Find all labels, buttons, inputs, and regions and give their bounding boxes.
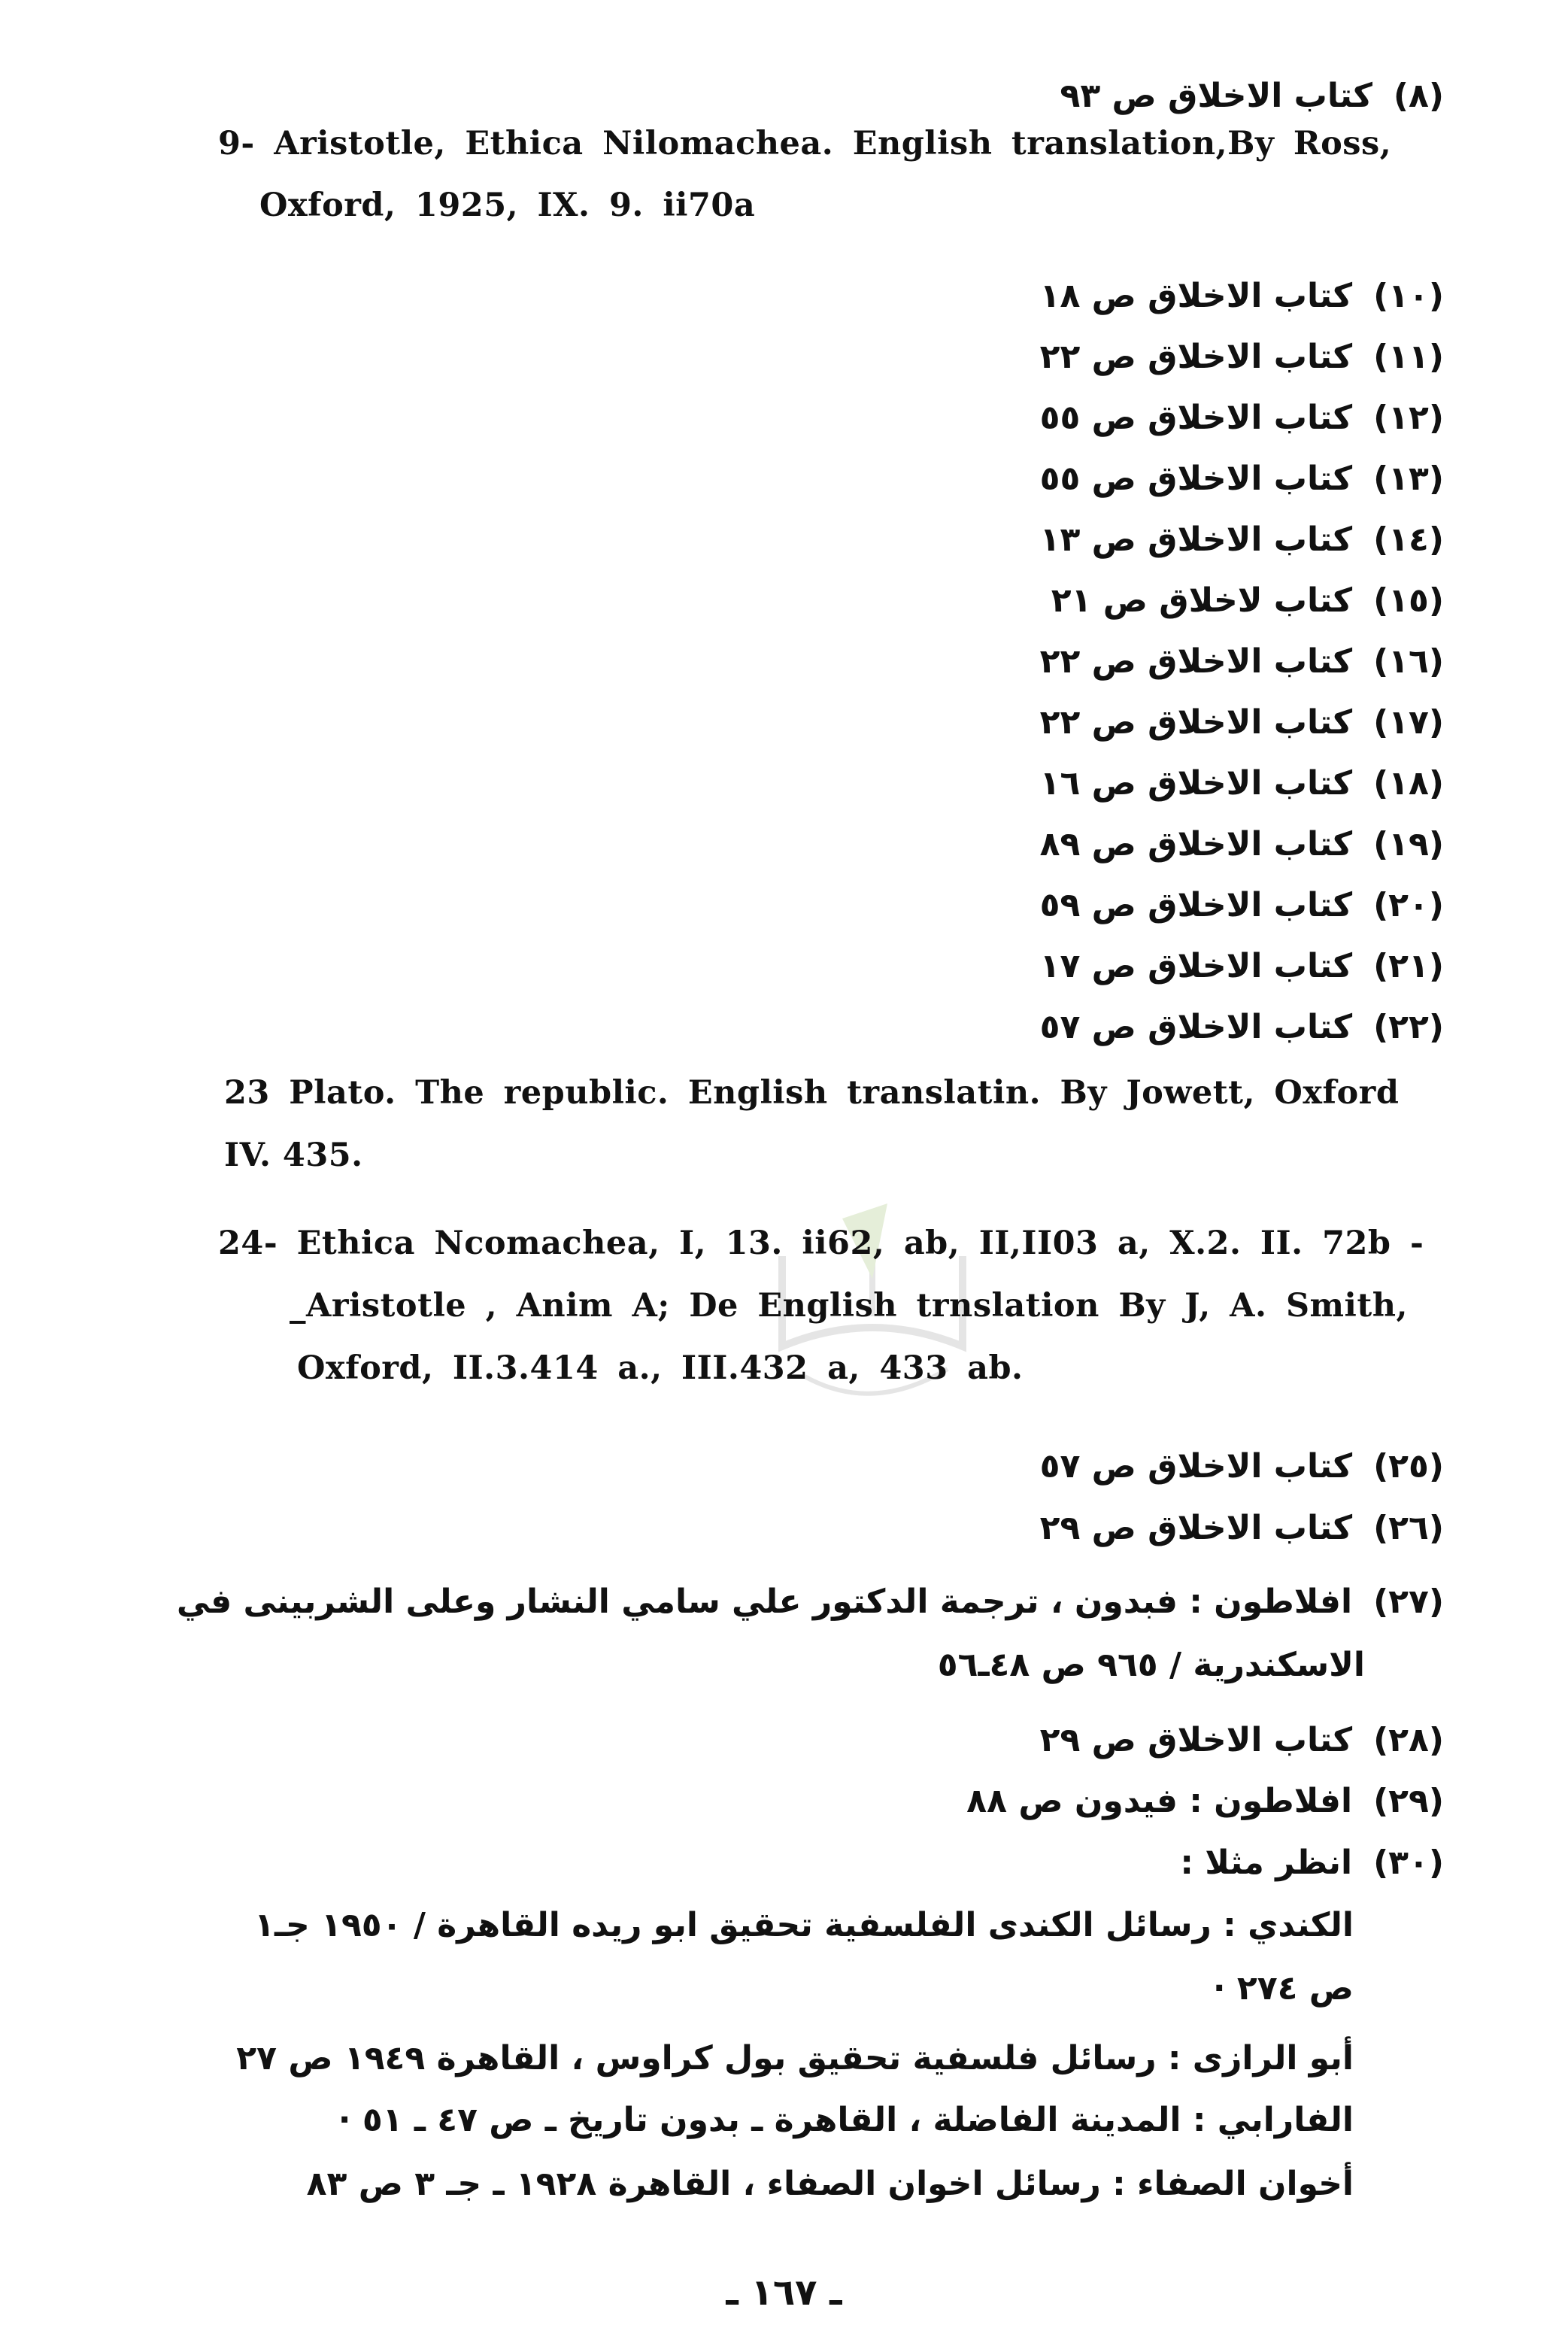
footnote-text: كتاب الاخلاق ص ٥٧ xyxy=(1039,1008,1353,1046)
footnote-30 xyxy=(1180,1844,1444,1882)
footnote-23-line2: IV. 435. xyxy=(224,1137,363,1174)
footnote-text: انظر مثلا : xyxy=(1180,1844,1353,1882)
footnote-text: كتاب الاخلاق ص ٢٢ xyxy=(1039,642,1353,681)
footnote-number: (٢١) xyxy=(1373,947,1444,985)
footnote-11 xyxy=(1039,338,1444,376)
footnote-number: (٢٦) xyxy=(1373,1509,1444,1547)
footnote-9-line1: 9- Aristotle, Ethica Nilomachea. English translation,By Ross, xyxy=(218,125,1392,162)
footnote-text: كتاب الاخلاق ص ٢٢ xyxy=(1039,703,1353,742)
footnote-text: كتاب الاخلاق ص ٢٢ xyxy=(1039,338,1353,376)
page-number: ـ ١٦٧ ـ xyxy=(726,2272,842,2314)
footnote-text: كتاب الاخلاق ص ٥٥ xyxy=(1039,460,1353,498)
footnote-number: (١٥) xyxy=(1373,581,1444,620)
footnote-number: (١١) xyxy=(1373,338,1444,376)
footnote-17 xyxy=(1039,703,1444,742)
footnote-number: (١٢) xyxy=(1373,399,1444,437)
footnote-24-line3: Oxford, II.3.414 a., III.432 a, 433 ab. xyxy=(297,1349,1024,1387)
footnote-27-line1 xyxy=(176,1583,1444,1621)
footnote-number: (١٧) xyxy=(1373,703,1444,742)
footnote-text: كتاب لاخلاق ص ٢١ xyxy=(1051,581,1353,620)
footnote-text: كتاب الاخلاق ص ٥٩ xyxy=(1039,886,1353,924)
footnote-text: كتاب الاخلاق ص ١٦ xyxy=(1039,764,1353,803)
ref-kindi-line1: الكندي : رسائل الكندى الفلسفية تحقيق ابو ريده القاهرة / ١٩٥٠ جـ١ xyxy=(254,1906,1354,1944)
footnote-number: (١٨) xyxy=(1373,764,1444,803)
footnote-number: (١٣) xyxy=(1373,460,1444,498)
ref-razi: أبو الرازى : رسائل فلسفية تحقيق بول كراوس ، القاهرة ١٩٤٩ ص ٢٧ xyxy=(236,2039,1354,2077)
footnote-text: كتاب الاخلاق ص ٥٥ xyxy=(1039,399,1353,437)
footnote-text: كتاب الاخلاق ص ١٨ xyxy=(1039,277,1353,315)
footnote-number: (٣٠) xyxy=(1373,1844,1444,1882)
footnote-number: (٢٠) xyxy=(1373,886,1444,924)
footnote-24-line2: _Aristotle , Anim A; De English trnslation By J, A. Smith, xyxy=(290,1287,1408,1325)
footnote-19 xyxy=(1039,825,1444,863)
footnote-9-line2: Oxford, 1925, IX. 9. ii70a xyxy=(259,187,756,224)
footnote-text: كتاب الاخلاق ص ٢٩ xyxy=(1039,1721,1353,1759)
footnote-20 xyxy=(1039,886,1444,924)
footnote-text: كتاب الاخلاق ص ١٧ xyxy=(1039,947,1353,985)
footnote-14 xyxy=(1039,521,1444,559)
footnote-text: افلاطون : فبدون ، ترجمة الدكتور علي سامي النشار وعلى الشربينى في xyxy=(176,1583,1353,1621)
footnote-26 xyxy=(1039,1509,1444,1547)
footnote-number: (١٦) xyxy=(1373,642,1444,681)
footnote-number: (٢٥) xyxy=(1373,1447,1444,1486)
footnote-text: كتاب الاخلاق ص ٢٩ xyxy=(1039,1509,1353,1547)
footnote-12 xyxy=(1039,399,1444,437)
footnote-15 xyxy=(1051,581,1444,620)
footnote-8 xyxy=(1060,77,1444,115)
footnote-number: (٢٩) xyxy=(1373,1782,1444,1820)
footnote-text: افلاطون : فيدون ص ٨٨ xyxy=(966,1782,1353,1820)
footnote-29 xyxy=(966,1782,1444,1820)
footnote-25 xyxy=(1039,1447,1444,1486)
footnote-18 xyxy=(1039,764,1444,803)
footnote-23-line1: 23 Plato. The republic. English translatin. By Jowett, Oxford xyxy=(224,1074,1400,1112)
footnote-number: (٨) xyxy=(1393,77,1444,115)
footnote-number: (٢٨) xyxy=(1373,1721,1444,1759)
footnote-number: (٢٧) xyxy=(1373,1583,1444,1621)
footnote-24-line1: 24- Ethica Ncomachea, I, 13. ii62, ab, II,II03 a, X.2. II. 72b - xyxy=(218,1225,1424,1262)
ref-farabi: الفارابي : المدينة الفاضلة ، القاهرة ـ بدون تاريخ ـ ص ٤٧ ـ ٥١ · xyxy=(338,2101,1354,2139)
footnote-10 xyxy=(1039,277,1444,315)
footnote-number: (١٤) xyxy=(1373,521,1444,559)
footnote-13 xyxy=(1039,460,1444,498)
footnote-text: كتاب الاخلاق ص ٥٧ xyxy=(1039,1447,1353,1486)
footnote-text: كتاب الاخلاق ص ١٣ xyxy=(1039,521,1353,559)
footnote-16 xyxy=(1039,642,1444,681)
ref-ikhwan: أخوان الصفاء : رسائل اخوان الصفاء ، القاهرة ١٩٢٨ ـ جـ ٣ ص ٨٣ xyxy=(306,2165,1354,2203)
footnote-22 xyxy=(1039,1008,1444,1046)
footnote-27-line2: الاسكندرية / ٩٦٥ ص ٤٨ـ٥٦ xyxy=(937,1646,1365,1684)
footnote-number: (٢٢) xyxy=(1373,1008,1444,1046)
ref-kindi-line2: ص ٢٧٤ · xyxy=(1212,1969,1354,2008)
footnote-number: (١٩) xyxy=(1373,825,1444,863)
footnote-text: كتاب الاخلاق ص ٩٣ xyxy=(1060,77,1372,115)
footnote-28 xyxy=(1039,1721,1444,1759)
footnote-number: (١٠) xyxy=(1373,277,1444,315)
footnote-21 xyxy=(1039,947,1444,985)
footnote-text: كتاب الاخلاق ص ٨٩ xyxy=(1039,825,1353,863)
